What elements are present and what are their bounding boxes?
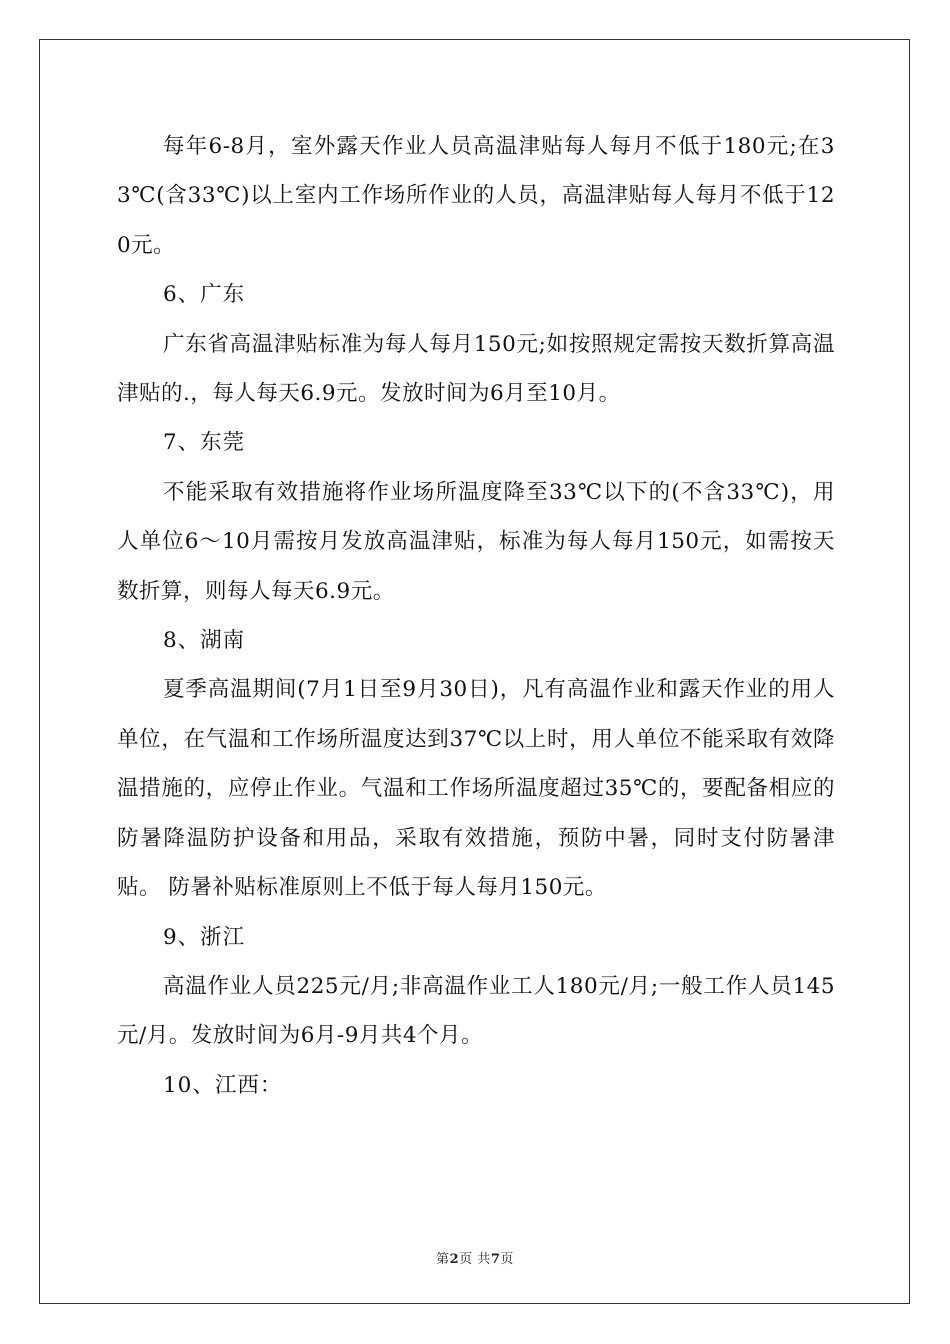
document-body	[117, 122, 835, 1110]
paragraph-guangdong-allowance: 广东省高温津贴标准为每人每月150元;如按照规定需按天数折算高温津贴的.，每人每天6.9元。发放时间为6月至10月。	[117, 331, 835, 407]
paragraph-zhejiang-allowance: 高温作业人员225元/月;非高温作业工人180元/月;一般工作人员145元/月。发放时间为6月-9月共4个月。	[117, 973, 835, 1049]
paragraph-beijing-allowance: 每年6-8月，室外露天作业人员高温津贴每人每月不低于180元;在33℃(含33℃)以上室内工作场所作业的人员，高温津贴每人每月不低于120元。	[117, 134, 835, 258]
page-current-number: 2	[449, 1252, 460, 1267]
page-suffix: 页	[500, 1252, 514, 1267]
section-heading-jiangxi: 10、江西：	[163, 1072, 283, 1098]
page-total-number: 7	[490, 1252, 501, 1267]
section-heading-dongguan: 7、东莞	[163, 430, 246, 456]
page-prefix: 第	[436, 1252, 450, 1267]
section-heading-guangdong: 6、广东	[163, 282, 246, 308]
page-middle: 页 共	[459, 1252, 491, 1267]
section-heading-zhejiang: 9、浙江	[163, 924, 246, 950]
paragraph-hunan-allowance: 夏季高温期间(7月1日至9月30日)，凡有高温作业和露天作业的用人单位，在气温和工作场所温度达到37℃以上时，用人单位不能采取有效降温措施的，应停止作业。气温和工作场所温度超过35℃的，要配备相应的防暑降温防护设备和用品，采取有效措施，预防中暑，同时支付防暑津贴。 防暑补贴标准原则上不低于每人每月150元。	[117, 677, 835, 901]
section-heading-hunan: 8、湖南	[163, 628, 246, 654]
paragraph-dongguan-allowance: 不能采取有效措施将作业场所温度降至33℃以下的(不含33℃)，用人单位6～10月需按月发放高温津贴，标准为每人每月150元，如需按天数折算，则每人每天6.9元。	[117, 479, 835, 604]
page-footer	[0, 1248, 950, 1267]
